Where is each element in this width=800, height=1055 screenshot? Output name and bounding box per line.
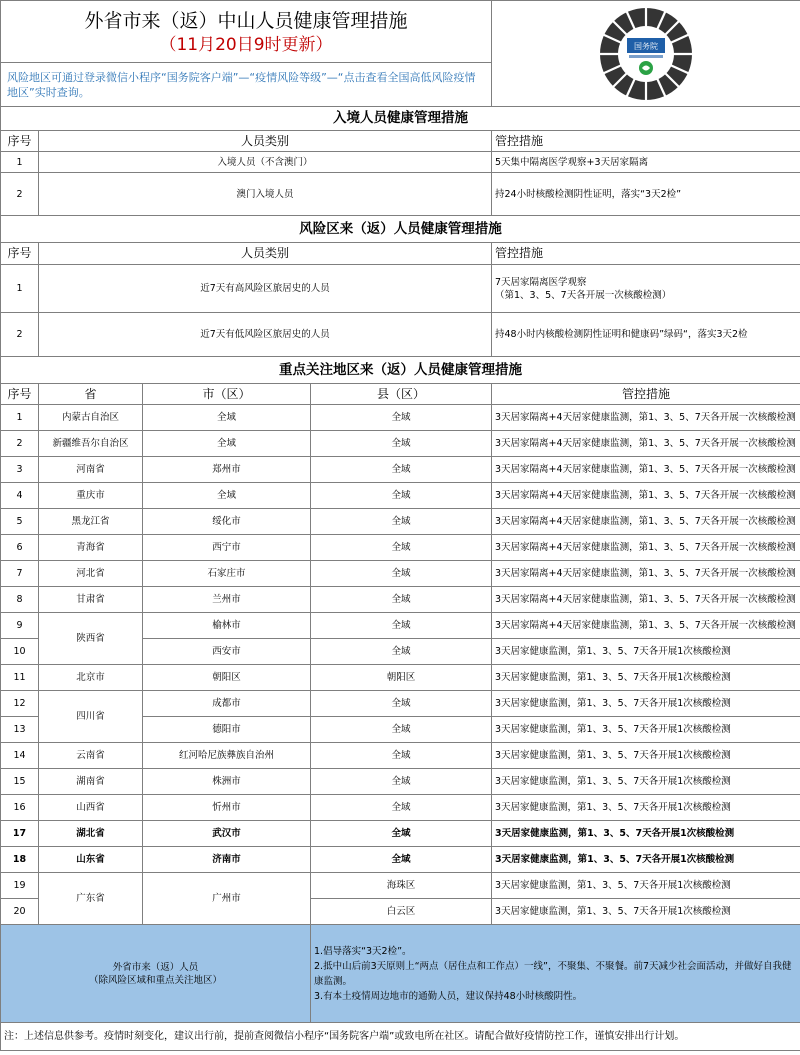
key-row-no: 1 — [1, 405, 39, 431]
key-row-no: 6 — [1, 535, 39, 561]
key-row-province: 青海省 — [39, 535, 143, 561]
key-row-no: 3 — [1, 457, 39, 483]
key-row-province: 四川省 — [39, 691, 143, 743]
risk-row-measure — [492, 265, 800, 313]
key-row-measure: 3天居家健康监测，第1、3、5、7天各开展1次核酸检测 — [492, 847, 800, 873]
other-category-line: 外省市来（返）人员 — [112, 961, 199, 973]
page-title: 外省市来（返）中山人员健康管理措施 — [84, 9, 408, 32]
key-header-measure: 管控措施 — [492, 384, 800, 405]
key-row-measure: 3天居家隔离+4天居家健康监测，第1、3、5、7天各开展一次核酸检测 — [492, 509, 800, 535]
key-row-city: 兰州市 — [143, 587, 311, 613]
title-cell — [1, 1, 492, 63]
key-row-county: 全域 — [311, 587, 492, 613]
key-row-city: 榆林市 — [143, 613, 311, 639]
risk-header-no: 序号 — [1, 243, 39, 265]
key-row-no: 10 — [1, 639, 39, 665]
key-row-measure: 3天居家隔离+4天居家健康监测，第1、3、5、7天各开展一次核酸检测 — [492, 587, 800, 613]
key-table-row — [1, 509, 800, 535]
key-row-county: 全域 — [311, 561, 492, 587]
risk-row-category: 近7天有高风险区旅居史的人员 — [39, 265, 492, 313]
key-row-measure: 3天居家隔离+4天居家健康监测，第1、3、5、7天各开展一次核酸检测 — [492, 613, 800, 639]
qr-cell — [492, 1, 800, 107]
key-row-measure: 3天居家健康监测，第1、3、5、7天各开展1次核酸检测 — [492, 795, 800, 821]
key-row-city: 石家庄市 — [143, 561, 311, 587]
key-row-province: 山东省 — [39, 847, 143, 873]
risk-section-title: 风险区来（返）人员健康管理措施 — [1, 216, 800, 243]
key-row-province: 甘肃省 — [39, 587, 143, 613]
key-row-no: 9 — [1, 613, 39, 639]
key-row-county: 全域 — [311, 769, 492, 795]
key-row-county: 全域 — [311, 483, 492, 509]
key-row-city: 武汉市 — [143, 821, 311, 847]
key-row-county: 全域 — [311, 691, 492, 717]
key-table-row — [1, 795, 800, 821]
entry-row-measure: 5天集中隔离医学观察+3天居家隔离 — [492, 152, 800, 173]
risk-measure-line: （第1、3、5、7天各开展一次核酸检测） — [495, 289, 672, 301]
key-row-city: 西宁市 — [143, 535, 311, 561]
key-header-city: 市（区） — [143, 384, 311, 405]
key-table-row — [1, 405, 800, 431]
key-row-measure: 3天居家健康监测，第1、3、5、7天各开展1次核酸检测 — [492, 743, 800, 769]
qr-code-icon[interactable] — [596, 4, 696, 104]
key-row-measure: 3天居家健康监测，第1、3、5、7天各开展1次核酸检测 — [492, 691, 800, 717]
key-row-no: 5 — [1, 509, 39, 535]
entry-row-no: 1 — [1, 152, 39, 173]
key-row-province: 山西省 — [39, 795, 143, 821]
key-header-county: 县（区） — [311, 384, 492, 405]
other-measures — [311, 925, 800, 1023]
key-table-row — [1, 535, 800, 561]
key-row-no: 7 — [1, 561, 39, 587]
risk-query-notice: 风险地区可通过登录微信小程序“国务院客户端”—“疫情风险等级”—“点击查看全国高低风险疫情地区”实时查询。 — [1, 63, 492, 107]
other-category — [1, 925, 311, 1023]
key-table-row — [1, 691, 800, 717]
key-row-measure: 3天居家健康监测，第1、3、5、7天各开展1次核酸检测 — [492, 899, 800, 925]
key-row-county: 全域 — [311, 431, 492, 457]
key-table-row — [1, 587, 800, 613]
key-table-row — [1, 483, 800, 509]
key-row-no: 2 — [1, 431, 39, 457]
key-row-measure: 3天居家隔离+4天居家健康监测，第1、3、5、7天各开展一次核酸检测 — [492, 535, 800, 561]
key-row-county: 全域 — [311, 743, 492, 769]
other-category-line: （除风险区域和重点关注地区） — [88, 974, 222, 986]
key-table-row — [1, 613, 800, 639]
key-row-county: 海珠区 — [311, 873, 492, 899]
key-row-measure: 3天居家隔离+4天居家健康监测，第1、3、5、7天各开展一次核酸检测 — [492, 431, 800, 457]
key-table-row — [1, 561, 800, 587]
key-row-province: 陕西省 — [39, 613, 143, 665]
key-row-no: 16 — [1, 795, 39, 821]
key-row-city: 全域 — [143, 483, 311, 509]
key-row-city: 广州市 — [143, 873, 311, 925]
key-row-no: 13 — [1, 717, 39, 743]
key-row-no: 19 — [1, 873, 39, 899]
key-row-county: 全域 — [311, 795, 492, 821]
key-row-county: 全域 — [311, 613, 492, 639]
entry-header-measure: 管控措施 — [492, 131, 800, 152]
key-row-city: 成都市 — [143, 691, 311, 717]
key-row-county: 全域 — [311, 639, 492, 665]
key-row-city: 西安市 — [143, 639, 311, 665]
key-row-province: 湖南省 — [39, 769, 143, 795]
entry-header-category: 人员类别 — [39, 131, 492, 152]
key-row-measure: 3天居家隔离+4天居家健康监测，第1、3、5、7天各开展一次核酸检测 — [492, 457, 800, 483]
key-row-province: 广东省 — [39, 873, 143, 925]
risk-header-measure: 管控措施 — [492, 243, 800, 265]
key-row-no: 15 — [1, 769, 39, 795]
entry-row-measure: 持24小时核酸检测阴性证明，落实“3天2检” — [492, 173, 800, 216]
entry-header-no: 序号 — [1, 131, 39, 152]
key-row-measure: 3天居家健康监测，第1、3、5、7天各开展1次核酸检测 — [492, 639, 800, 665]
key-table-row — [1, 431, 800, 457]
key-row-city: 济南市 — [143, 847, 311, 873]
key-row-province: 河北省 — [39, 561, 143, 587]
key-row-county: 朝阳区 — [311, 665, 492, 691]
key-section-title: 重点关注地区来（返）人员健康管理措施 — [1, 357, 800, 384]
key-row-county: 全域 — [311, 405, 492, 431]
key-table-row — [1, 821, 800, 847]
key-table-row — [1, 769, 800, 795]
key-table-row — [1, 665, 800, 691]
key-row-city: 忻州市 — [143, 795, 311, 821]
risk-row-no: 1 — [1, 265, 39, 313]
key-row-no: 12 — [1, 691, 39, 717]
key-row-city: 全域 — [143, 405, 311, 431]
key-row-city: 全域 — [143, 431, 311, 457]
key-header-no: 序号 — [1, 384, 39, 405]
key-row-county: 全域 — [311, 535, 492, 561]
key-row-no: 4 — [1, 483, 39, 509]
other-measure-item: 3.有本土疫情周边地市的通勤人员，建议保持48小时核酸阴性。 — [314, 990, 583, 1002]
key-row-measure: 3天居家健康监测，第1、3、5、7天各开展1次核酸检测 — [492, 821, 800, 847]
key-row-measure: 3天居家健康监测，第1、3、5、7天各开展1次核酸检测 — [492, 873, 800, 899]
key-table-row — [1, 873, 800, 899]
entry-row-category: 入境人员（不含澳门） — [39, 152, 492, 173]
key-row-province: 北京市 — [39, 665, 143, 691]
key-row-no: 14 — [1, 743, 39, 769]
key-row-province: 湖北省 — [39, 821, 143, 847]
key-row-city: 德阳市 — [143, 717, 311, 743]
key-row-no: 20 — [1, 899, 39, 925]
key-row-no: 11 — [1, 665, 39, 691]
key-row-county: 全域 — [311, 457, 492, 483]
key-table-row — [1, 847, 800, 873]
risk-header-category: 人员类别 — [39, 243, 492, 265]
key-row-city: 株洲市 — [143, 769, 311, 795]
key-row-no: 17 — [1, 821, 39, 847]
key-row-province: 新疆维吾尔自治区 — [39, 431, 143, 457]
key-row-province: 内蒙古自治区 — [39, 405, 143, 431]
key-row-county: 全域 — [311, 509, 492, 535]
key-row-county: 全域 — [311, 821, 492, 847]
key-row-province: 黑龙江省 — [39, 509, 143, 535]
key-row-measure: 3天居家健康监测，第1、3、5、7天各开展1次核酸检测 — [492, 717, 800, 743]
key-row-county: 全域 — [311, 717, 492, 743]
key-header-province: 省 — [39, 384, 143, 405]
qr-label: 国务院 — [634, 41, 659, 51]
key-row-county: 白云区 — [311, 899, 492, 925]
key-row-province: 重庆市 — [39, 483, 143, 509]
key-row-county: 全域 — [311, 847, 492, 873]
key-table-row — [1, 457, 800, 483]
risk-row-measure: 持48小时内核酸检测阴性证明和健康码”绿码“，落实3天2检 — [492, 313, 800, 357]
key-row-measure: 3天居家健康监测，第1、3、5、7天各开展1次核酸检测 — [492, 665, 800, 691]
key-row-no: 18 — [1, 847, 39, 873]
risk-row-category: 近7天有低风险区旅居史的人员 — [39, 313, 492, 357]
footer-note: 注：上述信息供参考。疫情时刻变化，建议出行前，提前查阅微信小程序“国务院客户端”或致电所在社区。请配合做好疫情防控工作，谨慎安排出行计划。 — [1, 1023, 800, 1051]
risk-measure-line: 7天居家隔离医学观察 — [495, 276, 587, 288]
key-row-city: 朝阳区 — [143, 665, 311, 691]
key-row-city: 红河哈尼族彝族自治州 — [143, 743, 311, 769]
key-row-measure: 3天居家健康监测，第1、3、5、7天各开展1次核酸检测 — [492, 769, 800, 795]
key-row-measure: 3天居家隔离+4天居家健康监测，第1、3、5、7天各开展一次核酸检测 — [492, 561, 800, 587]
other-measure-item: 2.抵中山后前3天原则上“两点（居住点和工作点）一线”，不聚集、不聚餐。前7天减少社会面活动，并做好自我健康监测。 — [314, 960, 792, 987]
key-table-row — [1, 743, 800, 769]
update-time: （11月20日9时更新） — [159, 34, 333, 55]
other-measure-item: 1.倡导落实“3天2检”。 — [314, 945, 412, 957]
key-row-city: 绥化市 — [143, 509, 311, 535]
key-row-province: 云南省 — [39, 743, 143, 769]
key-row-measure: 3天居家隔离+4天居家健康监测，第1、3、5、7天各开展一次核酸检测 — [492, 483, 800, 509]
entry-row-category: 澳门入境人员 — [39, 173, 492, 216]
risk-row-no: 2 — [1, 313, 39, 357]
key-row-city: 郑州市 — [143, 457, 311, 483]
key-row-province: 河南省 — [39, 457, 143, 483]
key-row-measure: 3天居家隔离+4天居家健康监测，第1、3、5、7天各开展一次核酸检测 — [492, 405, 800, 431]
entry-section-title: 入境人员健康管理措施 — [1, 107, 800, 131]
entry-row-no: 2 — [1, 173, 39, 216]
key-row-no: 8 — [1, 587, 39, 613]
